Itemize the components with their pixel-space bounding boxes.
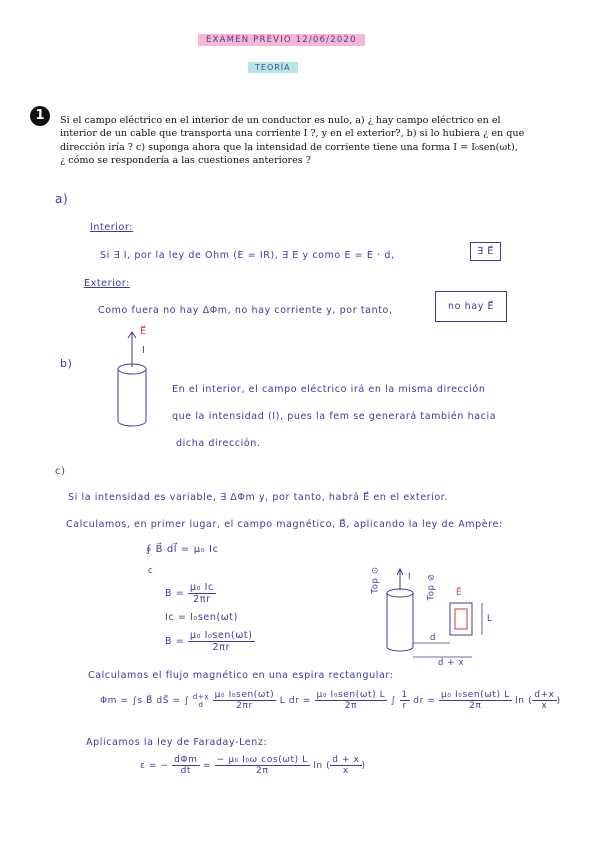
fig-dx-label: d + x (438, 658, 464, 668)
part-c-label: c) (55, 466, 66, 477)
top-label-1: Top ⊙ (370, 566, 381, 594)
fig-current-label: I (408, 572, 412, 582)
faraday-intro: Aplicamos la ley de Faraday-Lenz: (86, 737, 268, 748)
part-c-line2: Calculamos, en primer lugar, el campo magnético, B⃗, aplicando la ley de Ampère: (66, 519, 503, 530)
exterior-heading: Exterior: (84, 278, 130, 289)
part-b-line2: que la intensidad (I), pues la fem se generará también hacia (172, 411, 497, 422)
exam-title: EXAMEN PREVIO 12/06/2020 (198, 34, 365, 46)
wire-diagram (110, 325, 160, 430)
question-block (30, 100, 530, 170)
question-number: 1 (30, 106, 50, 126)
flux-intro: Calculamos el flujo magnético en una espira rectangular: (88, 670, 394, 681)
b-field-equation-2: B = $\frac{\text{μ₀ I₀sen(ωt)}}{2\pi r}$ (165, 630, 253, 653)
exterior-answer-box: no hay E⃗ (435, 291, 507, 322)
flux-equation: Φm = ∫s B⃗ dS⃗ = ∫ d+x d $\frac{\text{μ₀ I₀sen(ωt)}}{2\pi r}$ L dr = $\frac{\text{μ₀ I₀sen(ωt) L}}{2\pi}$ ∫ $\frac{1}{r}$ dr = $\frac{\text{μ₀ I₀sen(ωt) L}}{2\pi}$ ln ( $\frac{d+x}{x}$ ) (100, 690, 561, 711)
emf-equation: ε = − $\frac{\text{dΦm}}{dt}$ = $\frac{\text{− μ₀ I₀ω cos(ωt) L}}{2\pi}$ ln ( $\frac{d + x}{x}$ ) (140, 755, 366, 776)
interior-heading: Interior: (90, 222, 134, 233)
ic-equation: Ic = I₀sen(ωt) (165, 612, 238, 623)
e-field-label: E⃗ (140, 326, 147, 337)
fig-d-label: d (430, 633, 436, 643)
question-text: Si el campo eléctrico en el interior de un conductor es nulo, a) ¿ hay campo eléctrico en el interior de un cable que transporta una corriente I ?, y en el exterior?, b) si lo hubiera ¿ en que dirección iría ? c) suponga ahora que la intensidad de corriente tiene una forma I = I₀sen(ωt), ¿ cómo se respondería a las cuestiones anteriores ? (60, 115, 525, 167)
top-label-2: Top ⊘ (426, 573, 437, 601)
fig-length-label: L (487, 614, 493, 624)
part-b-line1: En el interior, el campo eléctrico irá en la misma dirección (172, 384, 486, 395)
part-b-line3: dicha dirección. (176, 438, 261, 449)
section-title: TEORÍA (248, 62, 298, 73)
ampere-equation: ∮ B⃗ dl⃗ = μ₀ Ic (146, 544, 219, 555)
fig-e-label: E⃗ (456, 588, 462, 598)
contour-label: c (148, 566, 154, 576)
b-field-equation: B = $\frac{\text{μ₀ Ic}}{2\pi r}$ (165, 582, 214, 605)
part-c-line1: Si la intensidad es variable, ∃ ΔΦm y, por tanto, habrá E⃗ en el exterior. (68, 492, 449, 503)
interior-text: Si ∃ I, por la ley de Ohm (E = IR), ∃ E y como E = E · d, (100, 250, 395, 261)
interior-answer-box: ∃ E⃗ (470, 242, 501, 261)
current-label: I (142, 345, 146, 356)
part-a-label: a) (55, 192, 69, 206)
part-b-label: b) (60, 357, 73, 370)
exterior-text: Como fuera no hay ΔΦm, no hay corriente y, por tanto, (98, 305, 393, 316)
